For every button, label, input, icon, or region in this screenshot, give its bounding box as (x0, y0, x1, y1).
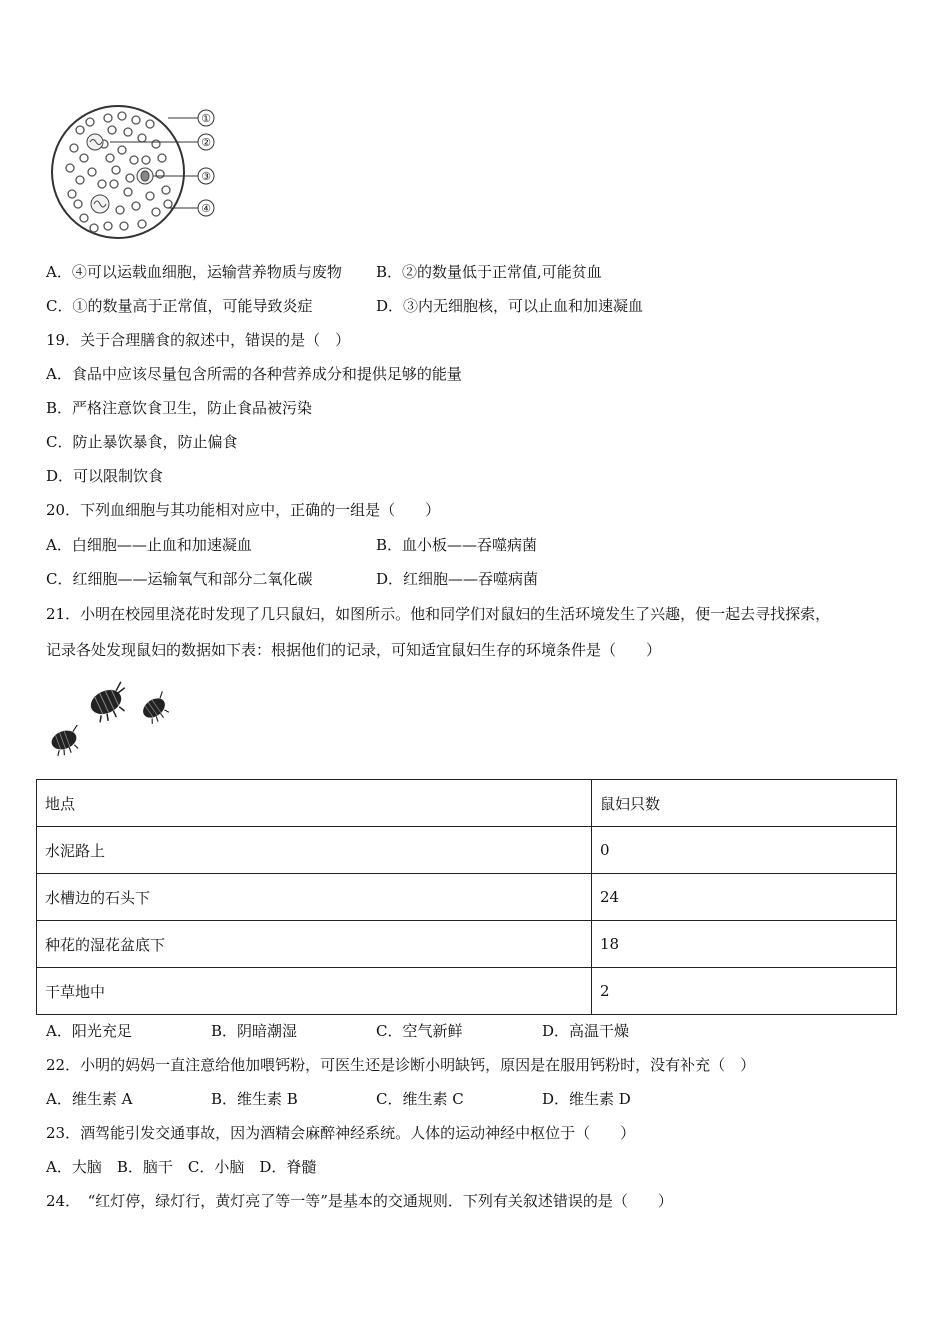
q22-option-c: C．维生素 C (376, 1090, 464, 1108)
table-header-row (37, 780, 897, 827)
q21-option-d: D．高温干燥 (542, 1022, 630, 1040)
red-blood-cell (130, 156, 138, 164)
woodlouse (86, 681, 134, 725)
q19-option-d: D．可以限制饮食 (46, 467, 164, 485)
table-row (37, 968, 897, 1015)
q21-option-b: B．阴暗潮湿 (211, 1022, 298, 1040)
q20-stem: 20．下列血细胞与其功能相对应中，正确的一组是（ ） (46, 501, 441, 519)
marker-3: ③ (201, 170, 211, 183)
q21-stem-line2: 记录各处发现鼠妇的数据如下表：根据他们的记录，可知适宜鼠妇生存的环境条件是（ ） (46, 641, 662, 659)
red-blood-cell (90, 224, 98, 232)
red-blood-cell (146, 192, 154, 200)
red-blood-cell (156, 170, 164, 178)
red-blood-cell (126, 174, 134, 182)
q22-stem: 22．小明的妈妈一直注意给他加喂钙粉，可医生还是诊断小明缺钙，原因是在服用钙粉时，没有补充（ ） (46, 1056, 756, 1074)
red-blood-cell (104, 114, 112, 122)
red-blood-cell (106, 154, 114, 162)
marker-4: ④ (201, 202, 211, 215)
table-row (37, 921, 897, 968)
q23-stem: 23．酒驾能引发交通事故，因为酒精会麻醉神经系统。人体的运动神经中枢位于（ ） (46, 1124, 636, 1142)
cell-location: 干草地中 (37, 968, 592, 1015)
woodlouse-illustration (46, 680, 186, 760)
table-row (37, 827, 897, 874)
woodlouse-count-table (36, 779, 897, 1015)
red-blood-cell (70, 144, 78, 152)
q21-option-c: C．空气新鲜 (376, 1022, 463, 1040)
red-blood-cell (98, 180, 106, 188)
q19-option-c: C．防止暴饮暴食，防止偏食 (46, 433, 238, 451)
q22-option-a: A．维生素 A (46, 1090, 133, 1108)
q21-stem-line1: 21．小明在校园里浇花时发现了几只鼠妇，如图所示。他和同学们对鼠妇的生活环境发生了兴趣，便一起去寻找探索， (46, 605, 831, 623)
header-count: 鼠妇只数 (592, 780, 897, 827)
q24-stem: 24． “红灯停，绿灯行，黄灯亮了等一等”是基本的交通规则．下列有关叙述错误的是（ ） (46, 1192, 673, 1210)
red-blood-cell (146, 120, 154, 128)
q18-option-c: C．①的数量高于正常值，可能导致炎症 (46, 297, 313, 315)
q19-option-b: B．严格注意饮食卫生，防止食品被污染 (46, 399, 313, 417)
red-blood-cell (74, 200, 82, 208)
woodlouse (49, 725, 86, 758)
red-blood-cell (76, 176, 84, 184)
red-blood-cell (158, 154, 166, 162)
q18-option-a: A．④可以运载血细胞，运输营养物质与废物 (46, 263, 342, 281)
q20-option-b: B．血小板——吞噬病菌 (376, 536, 538, 554)
red-blood-cell (68, 190, 76, 198)
cell-count: 24 (592, 874, 897, 921)
red-blood-cell (118, 112, 126, 120)
header-location: 地点 (37, 780, 592, 827)
q20-option-d: D．红细胞——吞噬病菌 (376, 570, 539, 588)
cell-count: 2 (592, 968, 897, 1015)
cell-location: 水槽边的石头下 (37, 874, 592, 921)
woodlouse (139, 691, 175, 726)
red-blood-cell (120, 222, 128, 230)
red-blood-cell (138, 134, 146, 142)
red-blood-cell (118, 146, 126, 154)
red-blood-cell (80, 154, 88, 162)
q22-option-d: D．维生素 D (542, 1090, 631, 1108)
red-blood-cell (116, 206, 124, 214)
q19-stem: 19．关于合理膳食的叙述中，错误的是（ ） (46, 331, 351, 349)
red-blood-cell (104, 222, 112, 230)
marker-2: ② (201, 136, 211, 149)
q18-option-b: B．②的数量低于正常值,可能贫血 (376, 263, 602, 281)
q23-options: A．大脑 B．脑干 C．小脑 D．脊髓 (46, 1158, 317, 1176)
cell-count: 0 (592, 827, 897, 874)
q18-option-d: D．③内无细胞核，可以止血和加速凝血 (376, 297, 644, 315)
red-blood-cell (124, 128, 132, 136)
red-blood-cell (86, 118, 94, 126)
red-blood-cell (132, 116, 140, 124)
red-blood-cell (88, 168, 96, 176)
marker-1: ① (201, 112, 211, 125)
cell-location: 种花的湿花盆底下 (37, 921, 592, 968)
cell-count: 18 (592, 921, 897, 968)
red-blood-cell (76, 126, 84, 134)
q22-option-b: B．维生素 B (211, 1090, 298, 1108)
blood-smear-figure (50, 100, 225, 250)
red-blood-cell (162, 186, 170, 194)
red-blood-cell (80, 214, 88, 222)
red-blood-cell (152, 140, 160, 148)
q20-option-a: A．白细胞——止血和加速凝血 (46, 536, 252, 554)
red-blood-cell (152, 208, 160, 216)
red-blood-cell (132, 202, 140, 210)
red-blood-cell (124, 188, 132, 196)
table-row (37, 874, 897, 921)
red-blood-cell (108, 126, 116, 134)
red-blood-cell (164, 200, 172, 208)
red-blood-cell (110, 180, 118, 188)
q20-option-c: C．红细胞——运输氧气和部分二氧化碳 (46, 570, 313, 588)
red-blood-cell (66, 164, 74, 172)
q19-option-a: A．食品中应该尽量包含所需的各种营养成分和提供足够的能量 (46, 365, 462, 383)
q21-option-a: A．阳光充足 (46, 1022, 132, 1040)
red-blood-cell (142, 156, 150, 164)
cell-location: 水泥路上 (37, 827, 592, 874)
red-blood-cell (138, 220, 146, 228)
red-blood-cell (112, 166, 120, 174)
